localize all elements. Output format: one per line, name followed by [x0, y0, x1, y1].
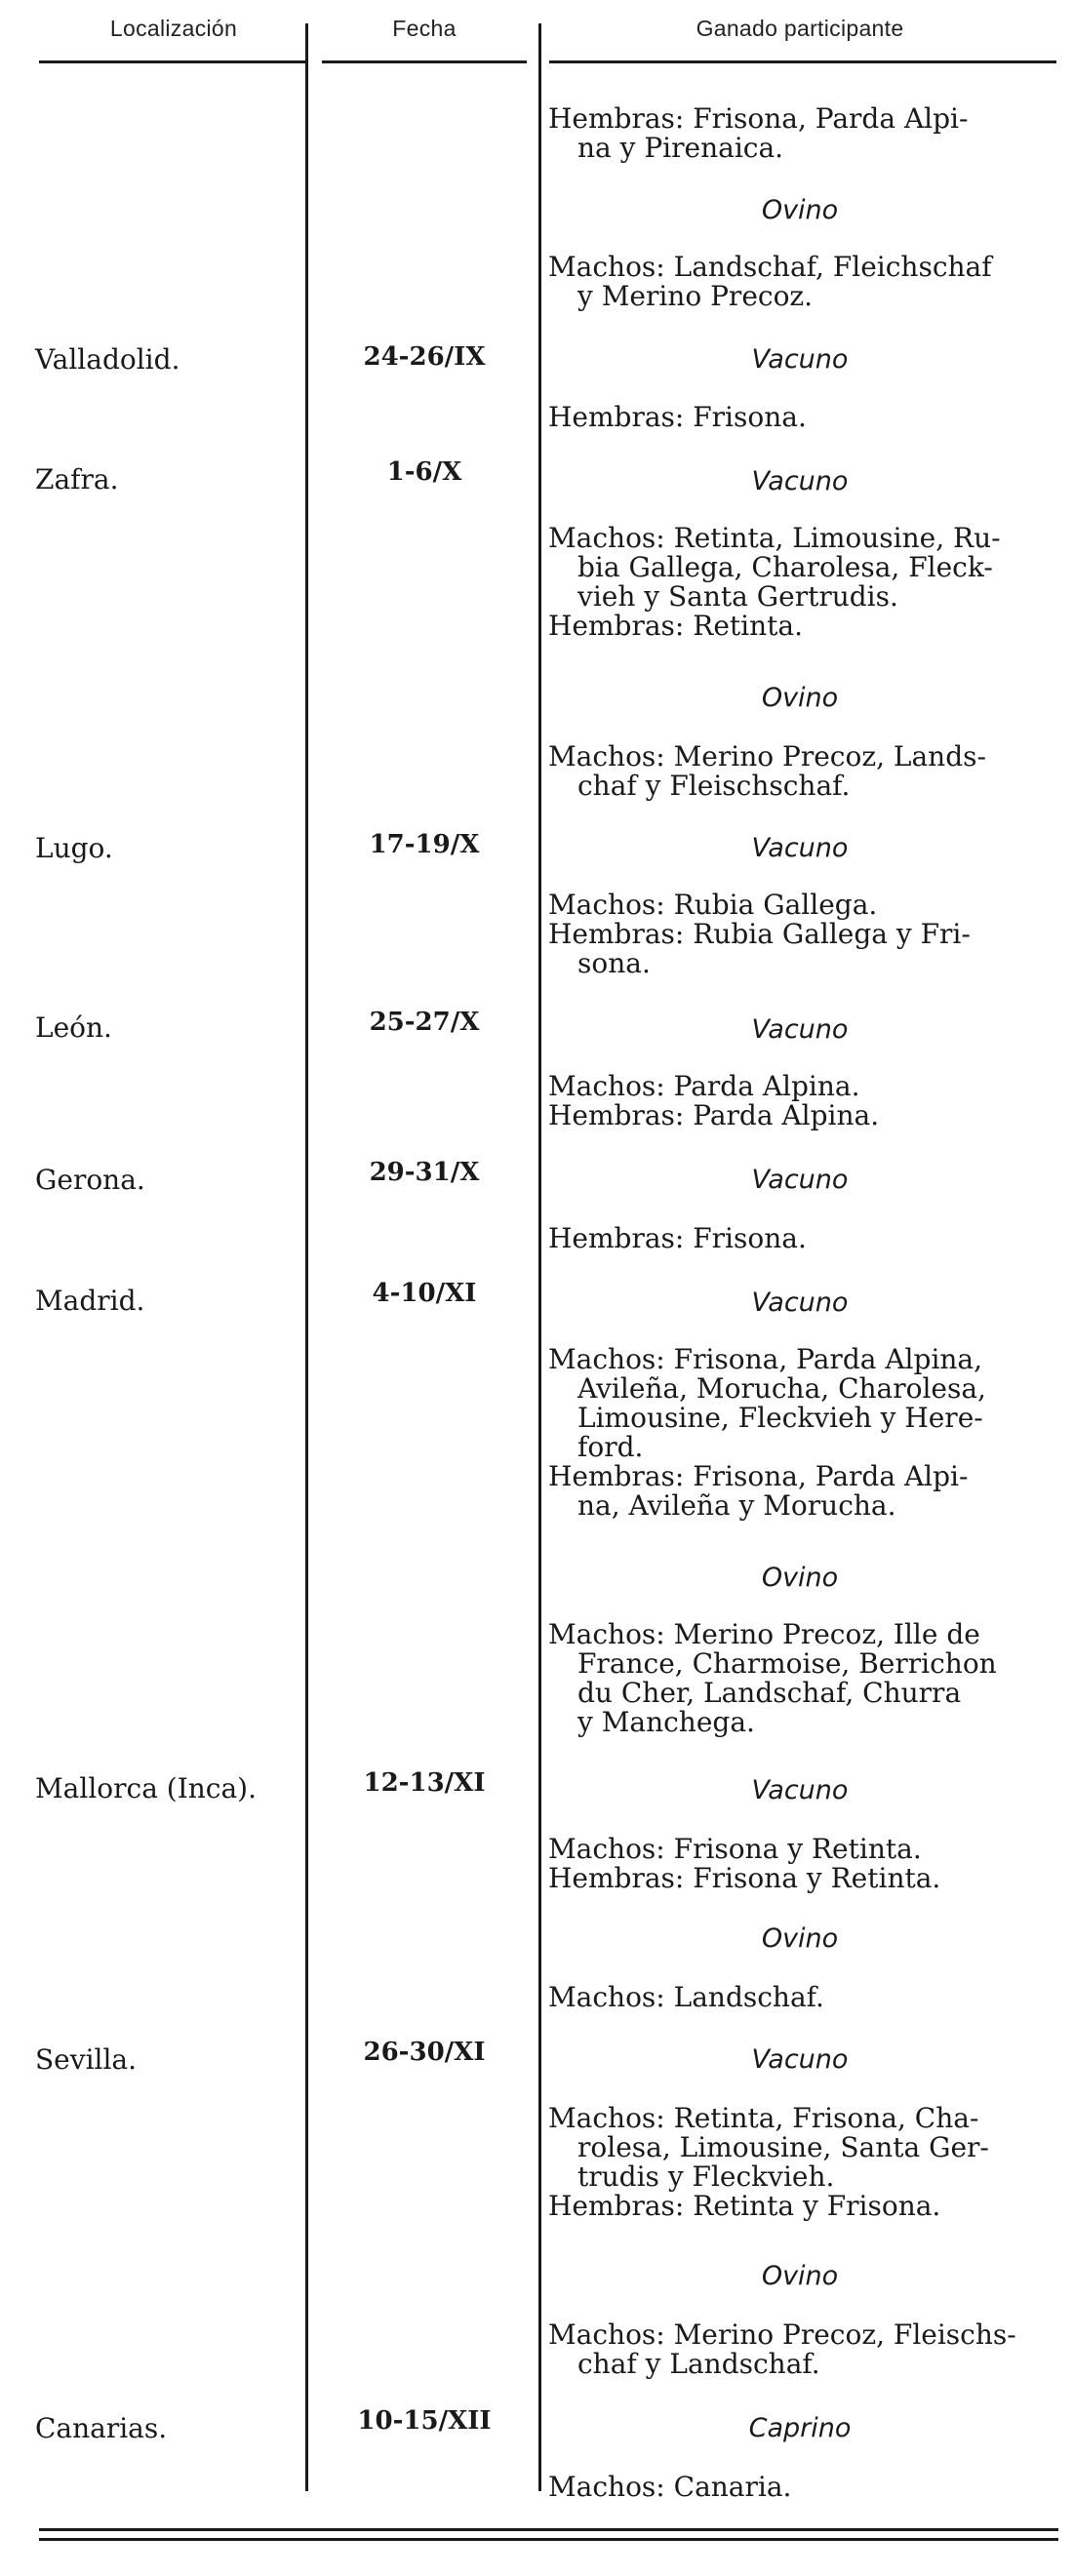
location-cell: León.: [35, 1011, 112, 1044]
location-cell: Canarias.: [35, 2412, 168, 2444]
cattle-line: Machos: Canaria.: [548, 2471, 792, 2503]
cattle-line: Hembras: Frisona.: [548, 1222, 807, 1254]
cattle-line: chaf y Fleischschaf.: [577, 770, 851, 802]
species-heading: Vacuno: [751, 2044, 849, 2075]
cattle-line: Machos: Retinta, Frisona, Cha-: [548, 2102, 979, 2134]
date-cell: 17-19/X: [369, 830, 480, 859]
date-cell: 29-31/X: [369, 1158, 480, 1187]
cattle-line: Machos: Merino Precoz, Lands-: [548, 740, 986, 773]
location-cell: Zafra.: [35, 463, 119, 495]
bottom-rule-upper: [39, 2528, 1058, 2531]
cattle-line: Hembras: Frisona, Parda Alpi-: [548, 102, 969, 135]
date-cell: 10-15/XII: [357, 2406, 492, 2436]
column-divider-2: [538, 23, 541, 2491]
date-cell: 25-27/X: [369, 1008, 480, 1037]
species-heading: Vacuno: [751, 344, 849, 375]
location-cell: Valladolid.: [35, 343, 180, 376]
cattle-line: Hembras: Frisona.: [548, 401, 807, 433]
date-cell: 1-6/X: [386, 457, 462, 487]
cattle-line: Machos: Landschaf.: [548, 1981, 824, 2013]
cattle-line: France, Charmoise, Berrichon: [577, 1647, 997, 1680]
bottom-rule-lower: [39, 2538, 1058, 2541]
location-cell: Sevilla.: [35, 2043, 138, 2076]
cattle-line: bia Gallega, Charolesa, Fleck-: [577, 551, 993, 583]
species-heading: Caprino: [748, 2413, 852, 2443]
cattle-line: na, Avileña y Morucha.: [577, 1489, 896, 1522]
date-cell: 26-30/XI: [363, 2038, 486, 2067]
location-cell: Gerona.: [35, 1164, 145, 1196]
cattle-line: chaf y Landschaf.: [577, 2348, 820, 2380]
cattle-line: Machos: Parda Alpina.: [548, 1070, 860, 1102]
cattle-line: trudis y Fleckvieh.: [577, 2160, 835, 2193]
header-rule-cattle: [549, 60, 1056, 63]
cattle-line: du Cher, Landschaf, Churra: [577, 1677, 962, 1709]
species-heading: Vacuno: [751, 833, 849, 863]
cattle-line: Machos: Frisona, Parda Alpina,: [548, 1343, 983, 1375]
cattle-line: Hembras: Retinta y Frisona.: [548, 2190, 941, 2222]
cattle-line: Machos: Merino Precoz, Ille de: [548, 1618, 980, 1650]
cattle-line: y Manchega.: [577, 1706, 755, 1738]
cattle-line: Hembras: Frisona, Parda Alpi-: [548, 1460, 969, 1492]
species-heading: Ovino: [761, 2261, 839, 2291]
header-date: Fecha: [392, 16, 457, 41]
species-heading: Ovino: [761, 683, 839, 713]
cattle-line: Machos: Landschaf, Fleichschaf: [548, 251, 992, 283]
cattle-line: Avileña, Morucha, Charolesa,: [577, 1372, 986, 1405]
cattle-line: Hembras: Parda Alpina.: [548, 1099, 880, 1131]
cattle-line: Machos: Frisona y Retinta.: [548, 1833, 922, 1865]
cattle-line: Hembras: Frisona y Retinta.: [548, 1862, 941, 1894]
header-rule-location: [39, 60, 308, 63]
cattle-line: Limousine, Fleckvieh y Here-: [577, 1402, 983, 1434]
location-cell: Mallorca (Inca).: [35, 1772, 258, 1804]
cattle-line: Machos: Retinta, Limousine, Ru-: [548, 522, 1001, 554]
cattle-line: ford.: [577, 1431, 644, 1463]
cattle-line: y Merino Precoz.: [577, 280, 814, 312]
date-cell: 4-10/XI: [372, 1279, 477, 1308]
cattle-line: Machos: Merino Precoz, Fleischs-: [548, 2318, 1016, 2351]
species-heading: Vacuno: [751, 1288, 849, 1318]
location-cell: Lugo.: [35, 832, 113, 864]
cattle-line: rolesa, Limousine, Santa Ger-: [577, 2131, 989, 2163]
cattle-line: vieh y Santa Gertrudis.: [577, 580, 898, 613]
species-heading: Ovino: [761, 195, 839, 225]
species-heading: Vacuno: [751, 1165, 849, 1195]
header-location: Localización: [109, 16, 238, 41]
header-cattle: Ganado participante: [696, 16, 904, 41]
species-heading: Vacuno: [751, 1014, 849, 1045]
cattle-line: Hembras: Retinta.: [548, 610, 803, 642]
location-cell: Madrid.: [35, 1285, 145, 1317]
species-heading: Ovino: [761, 1563, 839, 1593]
date-cell: 12-13/XI: [363, 1768, 486, 1798]
date-cell: 24-26/IX: [363, 342, 486, 372]
header-rule-date: [322, 60, 527, 63]
cattle-line: na y Pirenaica.: [577, 132, 784, 164]
cattle-line: Hembras: Rubia Gallega y Fri-: [548, 918, 971, 950]
column-divider-1: [305, 23, 308, 2491]
species-heading: Ovino: [761, 1923, 839, 1954]
cattle-line: Machos: Rubia Gallega.: [548, 889, 878, 921]
species-heading: Vacuno: [751, 1775, 849, 1805]
cattle-line: sona.: [577, 947, 651, 979]
species-heading: Vacuno: [751, 466, 849, 496]
